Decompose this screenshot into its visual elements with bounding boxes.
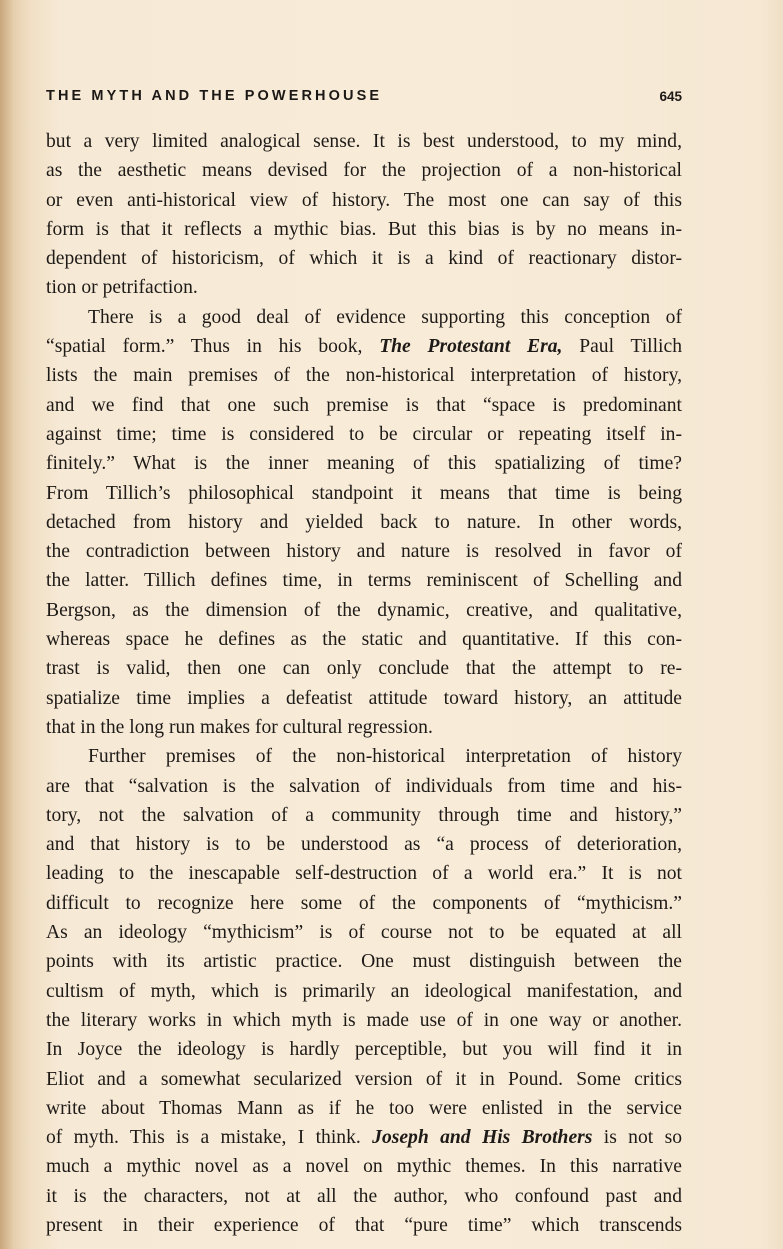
text-run: Paul Tillich	[562, 336, 682, 358]
text-line: and we find that one such premise is that “space is predominant	[46, 394, 682, 416]
running-title: THE MYTH AND THE POWERHOUSE	[46, 88, 383, 104]
text-line: present in their experience of that “pure time” which transcends	[46, 1214, 682, 1236]
text-line: leading to the inescapable self-destruction of a world era.” It is not	[46, 863, 682, 885]
text-line: it is the characters, not at all the author, who confound past and	[46, 1185, 682, 1207]
text-line	[46, 332, 682, 361]
text-line: From Tillich’s philosophical standpoint it means that time is being	[46, 482, 682, 504]
text-line: difficult to recognize here some of the components of “mythicism.”	[46, 892, 682, 914]
text-line: or even anti-historical view of history. The most one can say of this	[46, 189, 682, 211]
text-line: Eliot and a somewhat secularized version of it in Pound. Some critics	[46, 1068, 682, 1090]
text-line: tory, not the salvation of a community through time and history,”	[46, 804, 682, 826]
text-run: is not so	[592, 1127, 682, 1149]
text-line: the contradiction between history and nature is resolved in favor of	[46, 541, 682, 563]
text-line: spatialize time implies a defeatist attitude toward history, an attitude	[46, 687, 682, 709]
running-head	[46, 88, 682, 110]
text-run: of myth. This is a mistake, I think.	[46, 1127, 373, 1149]
text-line: form is that it reflects a mythic bias. But this bias is by no means in-	[46, 218, 682, 240]
text-line: tion or petrifaction.	[46, 277, 198, 299]
text-line: but a very limited analogical sense. It is best understood, to my mind,	[46, 131, 682, 152]
text-line: are that “salvation is the salvation of individuals from time and his-	[46, 775, 682, 797]
text-line: Bergson, as the dimension of the dynamic, creative, and qualitative,	[46, 599, 682, 621]
text-line: There is a good deal of evidence supporting this conception of	[88, 306, 682, 328]
text-line: trast is valid, then one can only conclude that the attempt to re-	[46, 658, 682, 680]
book-title: The Protestant Era,	[379, 336, 563, 358]
text-line: whereas space he defines as the static and quantitative. If this con-	[46, 629, 682, 651]
text-line: dependent of historicism, of which it is a kind of reactionary distor-	[46, 248, 682, 270]
text-line: much a mythic novel as a novel on mythic themes. In this narrative	[46, 1156, 682, 1178]
text-line: that in the long run makes for cultural regression.	[46, 716, 433, 738]
book-title: Joseph and His Brothers	[372, 1127, 593, 1149]
page-number: 645	[659, 89, 682, 104]
text-line: cultism of myth, which is primarily an ideological manifestation, and	[46, 980, 682, 1002]
text-line: lists the main premises of the non-historical interpretation of history,	[46, 365, 682, 387]
text-line: as the aesthetic means devised for the projection of a non-historical	[46, 160, 682, 182]
text-line: the literary works in which myth is made use of in one way or another.	[46, 1009, 682, 1031]
text-line: write about Thomas Mann as if he too were enlisted in the service	[46, 1097, 682, 1119]
text-line: and that history is to be understood as “a process of deterioration,	[46, 834, 682, 856]
text-line: Further premises of the non-historical interpretation of history	[88, 746, 682, 768]
body-text	[46, 127, 682, 1240]
text-line: In Joyce the ideology is hardly perceptible, but you will find it in	[46, 1039, 682, 1061]
text-line: finitely.” What is the inner meaning of this spatializing of time?	[46, 453, 682, 475]
text-line: points with its artistic practice. One must distinguish between the	[46, 951, 682, 973]
text-run: “spatial form.” Thus in his book,	[46, 336, 380, 358]
text-line: As an ideology “mythicism” is of course not to be equated at all	[46, 922, 682, 944]
text-line: the latter. Tillich defines time, in terms reminiscent of Schelling and	[46, 570, 682, 592]
text-line: detached from history and yielded back to nature. In other words,	[46, 511, 682, 533]
text-line	[46, 1123, 682, 1152]
text-line: against time; time is considered to be circular or repeating itself in-	[46, 423, 682, 445]
